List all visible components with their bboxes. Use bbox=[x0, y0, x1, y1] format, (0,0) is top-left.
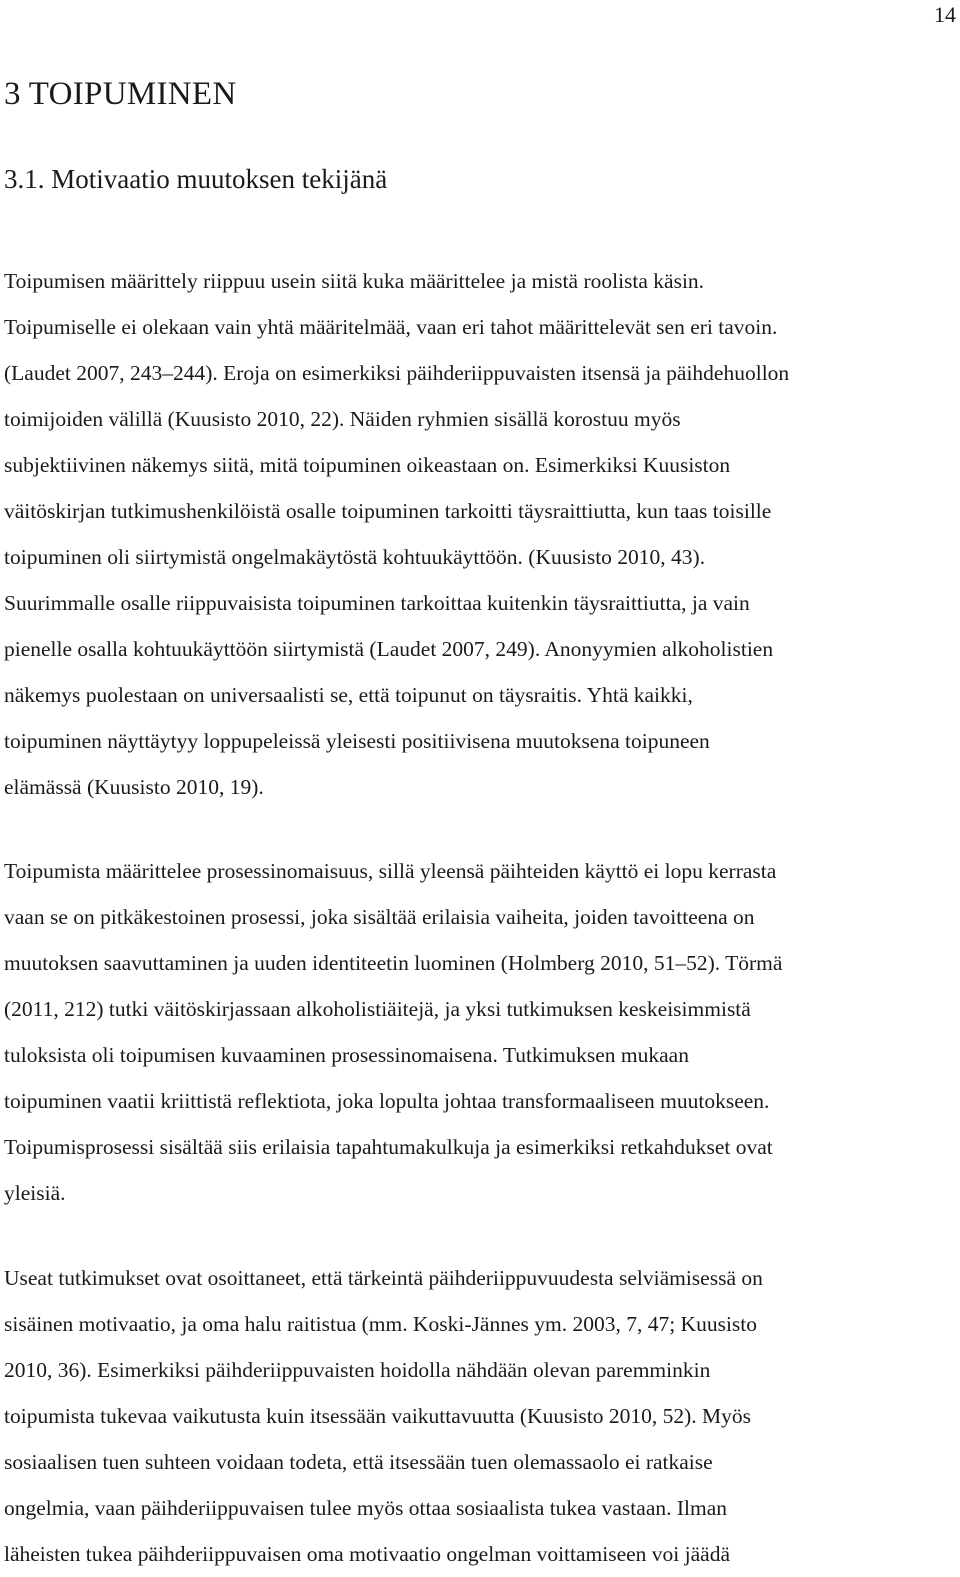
text-line: tuloksista oli toipumisen kuvaaminen prosessinomaisena. Tutkimuksen mukaan bbox=[4, 1043, 689, 1067]
text-line: läheisten tukea päihderiippuvaisen oma motivaatio ongelman voittamiseen voi jäädä bbox=[4, 1542, 731, 1566]
text-line: (2011, 212) tutki väitöskirjassaan alkoholistiäitejä, ja yksi tutkimuksen keskeisimmistä bbox=[4, 997, 751, 1021]
text-line: toimijoiden välillä (Kuusisto 2010, 22). Näiden ryhmien sisällä korostuu myös bbox=[4, 407, 681, 431]
text-line: Useat tutkimukset ovat osoittaneet, että tärkeintä päihderiippuvuudesta selviämisessä on bbox=[4, 1266, 763, 1290]
text-line: pienelle osalla kohtuukäyttöön siirtymistä (Laudet 2007, 249). Anonyymien alkoholistien bbox=[4, 637, 774, 661]
paragraph-1 bbox=[4, 258, 959, 810]
text-line: näkemys puolestaan on universaalisti se, että toipunut on täysraitis. Yhtä kaikki, bbox=[4, 683, 693, 707]
text-line: vaan se on pitkäkestoinen prosessi, joka sisältää erilaisia vaiheita, joiden tavoitteena on bbox=[4, 905, 755, 929]
text-line: Toipumista määrittelee prosessinomaisuus, sillä yleensä päihteiden käyttö ei lopu kerrasta bbox=[4, 859, 777, 883]
text-line: toipuminen vaatii kriittistä reflektiota, joka lopulta johtaa transformaaliseen muutokseen. bbox=[4, 1089, 770, 1113]
text-line: toipumista tukevaa vaikutusta kuin itsessään vaikuttavuutta (Kuusisto 2010, 52). Myös bbox=[4, 1404, 752, 1428]
chapter-title: 3 TOIPUMINEN bbox=[4, 76, 237, 112]
text-line: muutoksen saavuttaminen ja uuden identiteetin luominen (Holmberg 2010, 51–52). Törmä bbox=[4, 951, 783, 975]
text-line: ongelmia, vaan päihderiippuvaisen tulee myös ottaa sosiaalista tukea vastaan. Ilman bbox=[4, 1496, 728, 1520]
page-number: 14 bbox=[934, 2, 956, 27]
text-line: (Laudet 2007, 243–244). Eroja on esimerkiksi päihderiippuvaisten itsensä ja päihdehuollon bbox=[4, 361, 790, 385]
text-line: subjektiivinen näkemys siitä, mitä toipuminen oikeastaan on. Esimerkiksi Kuusiston bbox=[4, 453, 731, 477]
text-line: elämässä (Kuusisto 2010, 19). bbox=[4, 775, 264, 799]
paragraph-2 bbox=[4, 848, 959, 1216]
text-line: Toipumisen määrittely riippuu usein siitä kuka määrittelee ja mistä roolista käsin. bbox=[4, 269, 705, 293]
text-line: sisäinen motivaatio, ja oma halu raitistua (mm. Koski-Jännes ym. 2003, 7, 47; Kuusisto bbox=[4, 1312, 758, 1336]
section-title: 3.1. Motivaatio muutoksen tekijänä bbox=[4, 164, 388, 194]
text-line: väitöskirjan tutkimushenkilöistä osalle toipuminen tarkoitti täysraittiutta, kun taas toisille bbox=[4, 499, 772, 523]
text-line: Toipumisprosessi sisältää siis erilaisia tapahtumakulkuja ja esimerkiksi retkahdukset ovat bbox=[4, 1135, 773, 1159]
text-line: toipuminen näyttäytyy loppupeleissä yleisesti positiivisena muutoksena toipuneen bbox=[4, 729, 710, 753]
paragraph-3 bbox=[4, 1255, 959, 1577]
text-line: Suurimmalle osalle riippuvaisista toipuminen tarkoittaa kuitenkin täysraittiutta, ja vain bbox=[4, 591, 750, 615]
text-line: yleisiä. bbox=[4, 1181, 66, 1205]
text-line: sosiaalisen tuen suhteen voidaan todeta, että itsessään tuen olemassaolo ei ratkaise bbox=[4, 1450, 713, 1474]
text-line: Toipumiselle ei olekaan vain yhtä määritelmää, vaan eri tahot määrittelevät sen eri tavoin. bbox=[4, 315, 778, 339]
text-line: toipuminen oli siirtymistä ongelmakäytöstä kohtuukäyttöön. (Kuusisto 2010, 43). bbox=[4, 545, 706, 569]
text-line: 2010, 36). Esimerkiksi päihderiippuvaisten hoidolla nähdään olevan paremminkin bbox=[4, 1358, 711, 1382]
